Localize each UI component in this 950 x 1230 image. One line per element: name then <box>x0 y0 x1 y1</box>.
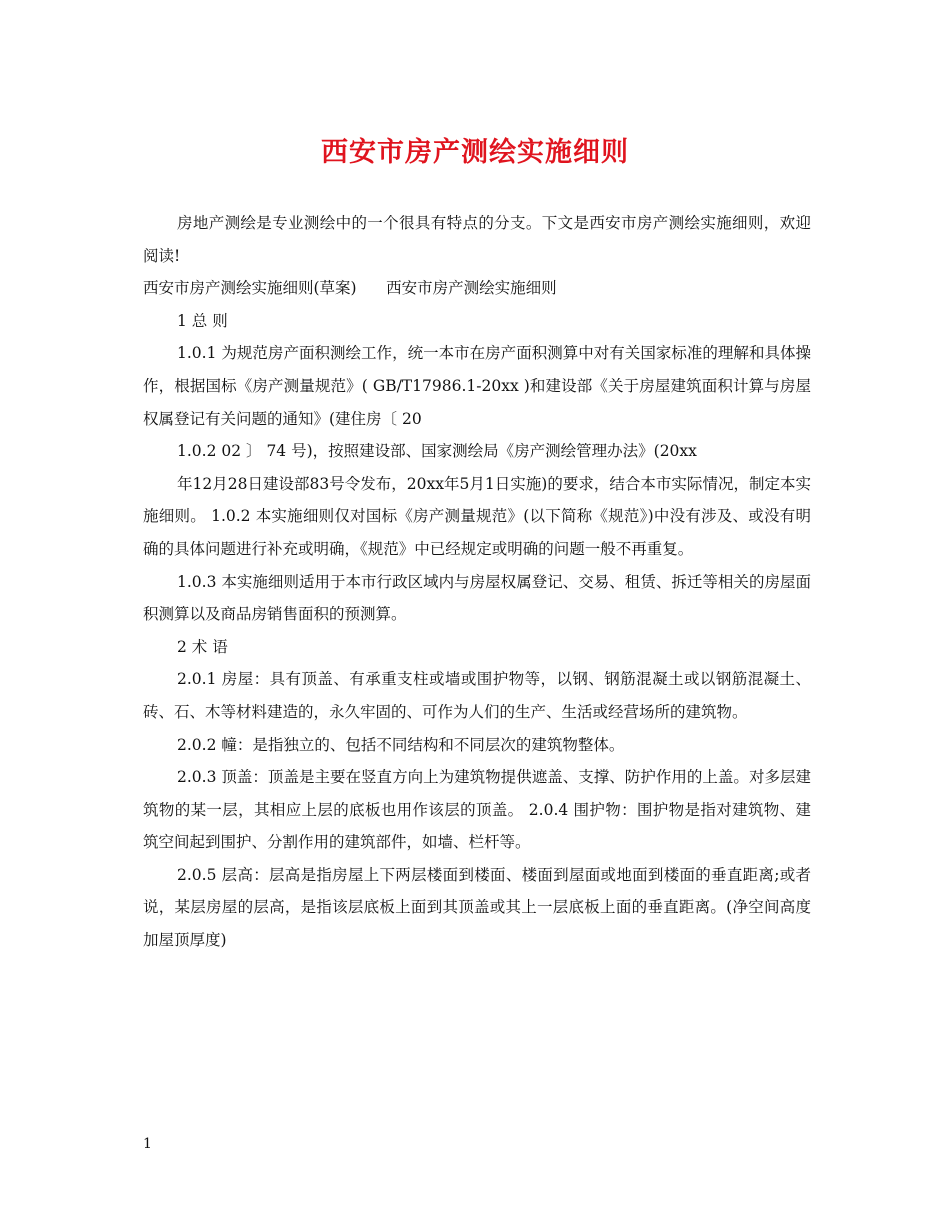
paragraph-2-0-5: 2.0.5 层高：层高是指房屋上下两层楼面到楼面、楼面到屋面或地面到楼面的垂直距离;或者说，某层房屋的层高，是指该层底板上面到其顶盖或其上一层底板上面的垂直距离。(净空间高度加屋顶厚度) <box>143 865 811 950</box>
paragraph-2-0-2: 2.0.2 幢：是指独立的、包括不同结构和不同层次的建筑物整体。 <box>177 735 625 754</box>
heading-line: 西安市房产测绘实施细则(草案) 西安市房产测绘实施细则 <box>143 279 557 298</box>
paragraph-2-0-3: 2.0.3 顶盖：顶盖是主要在竖直方向上为建筑物提供遮盖、支撑、防护作用的上盖。对多层建筑物的某一层，其相应上层的底板也用作该层的顶盖。 2.0.4 围护物：围护物是指对建筑物、建筑空间起到围护、分割作用的建筑部件，如墙、栏杆等。 <box>143 768 811 852</box>
document-title: 西安市房产测绘实施细则 <box>321 137 629 168</box>
section-heading-terms: 2 术 语 <box>177 637 228 656</box>
intro-paragraph: 房地产测绘是专业测绘中的一个很具有特点的分支。下文是西安市房产测绘实施细则，欢迎阅读! <box>143 214 811 265</box>
paragraph-1-0-3: 1.0.3 本实施细则适用于本市行政区域内与房屋权属登记、交易、租赁、拆迁等相关的房屋面积测算以及商品房销售面积的预测算。 <box>143 572 811 624</box>
paragraph-2-0-1: 2.0.1 房屋：具有顶盖、有承重支柱或墙或围护物等，以钢、钢筋混凝土或以钢筋混凝土、砖、石、木等材料建造的，永久牢固的、可作为人们的生产、生活或经营场所的建筑物。 <box>143 670 811 721</box>
paragraph-1-0-2-a: 1.0.2 02 〕 74 号)，按照建设部、国家测绘局《房产测绘管理办法》(20xx <box>177 442 697 461</box>
document-body <box>143 207 811 957</box>
paragraph-1-0-2-b: 年12月28日建设部83号令发布，20xx年5月1日实施)的要求，结合本市实际情况，制定本实施细则。 1.0.2 本实施细则仅对国标《房产测量规范》(以下简称《规范》)中没有涉及、或没有明确的具体问题进行补充或明确，《规范》中已经规定或明确的问题一般不再重复。 <box>143 474 811 558</box>
page-number: 1 <box>143 1136 152 1152</box>
paragraph-1-0-1: 1.0.1 为规范房产面积测绘工作，统一本市在房产面积测算中对有关国家标准的理解和具体操作，根据国标《房产测量规范》( GB/T17986.1-20xx )和建设部《关于房屋建筑面积计算与房屋权属登记有关问题的通知》(建住房〔 20 <box>143 344 811 428</box>
section-heading-general: 1 总 则 <box>177 311 228 330</box>
